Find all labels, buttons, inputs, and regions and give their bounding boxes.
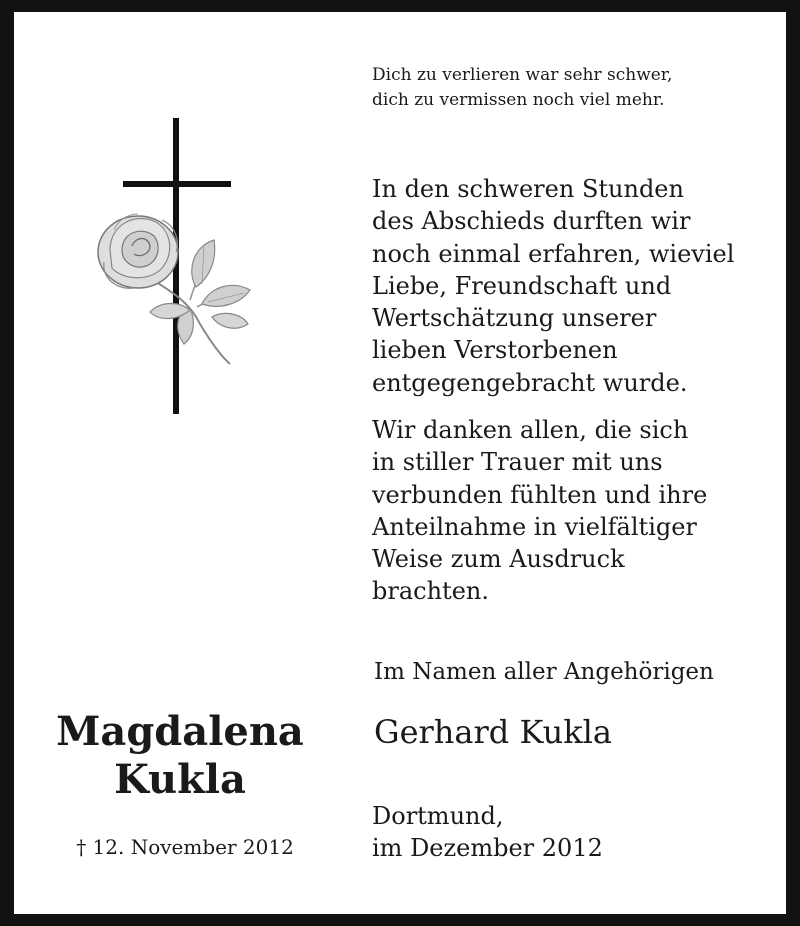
text-line: in stiller Trauer mit uns [372, 448, 663, 477]
cross-rose-emblem [92, 112, 262, 422]
text-line: lieben Verstorbenen [372, 336, 618, 365]
cross-icon [92, 112, 262, 422]
text-line: Wir danken allen, die sich [372, 416, 689, 444]
place-date [372, 800, 603, 864]
text-line: des Abschieds durften wir [372, 207, 691, 236]
deceased-first-name: Magdalena [56, 708, 304, 755]
thanks-paragraph-1 [372, 173, 734, 399]
text-line: noch einmal erfahren, wieviel [372, 239, 735, 268]
text-line: verbunden fühlten und ihre [372, 480, 708, 509]
motto-line: Dich zu verlieren war sehr schwer, [372, 65, 673, 85]
text-line: entgegengebracht wurde. [372, 368, 688, 397]
text-line: brachten. [372, 577, 489, 606]
text-line: Liebe, Freundschaft und [372, 271, 672, 300]
text-line: In den schweren Stunden [372, 175, 684, 203]
motto [372, 63, 672, 113]
death-date: † 12. November 2012 [76, 835, 294, 859]
deceased-last-name: Kukla [114, 756, 246, 803]
date-line: im Dezember 2012 [372, 834, 603, 862]
thanks-paragraph-2 [372, 414, 707, 608]
text-line: Weise zum Ausdruck [372, 545, 625, 574]
signer-name: Gerhard Kukla [374, 713, 612, 751]
closing-line: Im Namen aller Angehörigen [374, 659, 714, 685]
place-line: Dortmund, [372, 802, 504, 830]
motto-line: dich zu vermissen noch viel mehr. [372, 90, 665, 110]
text-line: Wertschätzung unserer [372, 304, 657, 333]
text-line: Anteilnahme in vielfältiger [372, 512, 697, 541]
